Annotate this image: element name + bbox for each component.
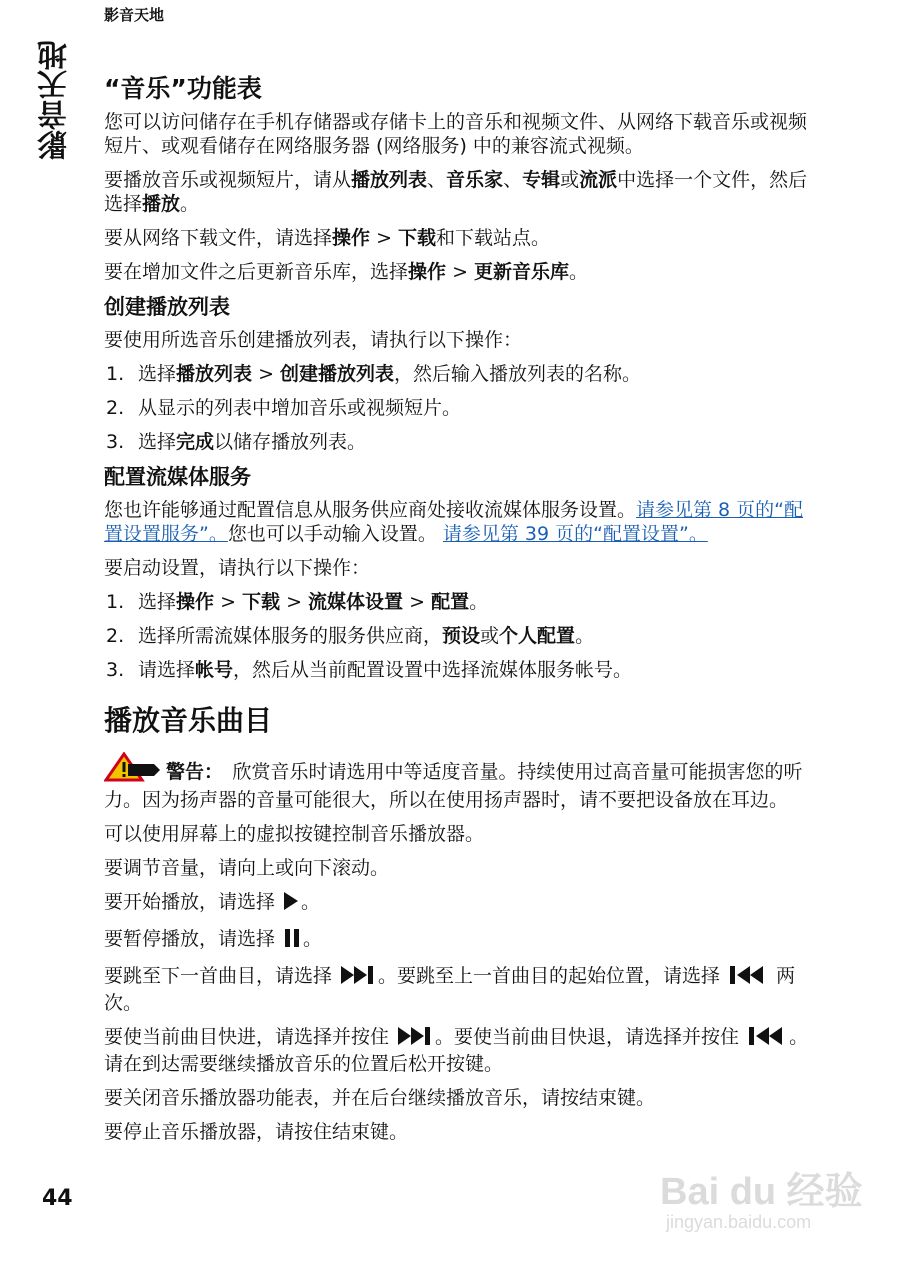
paragraph: 要开始播放，请选择 。: [104, 890, 809, 917]
paragraph: 要从网络下载文件，请选择操作 > 下载和下载站点。: [104, 227, 551, 249]
list-item: 1. 选择操作 > 下载 > 流媒体设置 > 配置。: [106, 591, 489, 613]
steps-list: [104, 362, 809, 454]
subsection-title-streaming: 配置流媒体服务: [104, 465, 251, 489]
play-icon: [283, 891, 299, 917]
link-config-settings[interactable]: 请参见第 39 页的“配置设置”。: [442, 523, 708, 545]
paragraph: 要在增加文件之后更新音乐库，选择操作 > 更新音乐库。: [104, 261, 589, 283]
next-track-icon: [340, 965, 376, 991]
list-item: 2. 选择所需流媒体服务的服务供应商，预设或个人配置。: [106, 625, 595, 647]
side-section-tab: 影音天地: [38, 40, 73, 160]
paragraph: 您可以访问储存在手机存储器或存储卡上的音乐和视频文件、从网络下载音乐或视频短片、或观看储存在网络服务器 (网络服务) 中的兼容流式视频。: [104, 111, 808, 157]
paragraph: 要使用所选音乐创建播放列表，请执行以下操作：: [104, 329, 523, 351]
next-track-icon: [397, 1026, 433, 1052]
running-header: 影音天地: [104, 6, 165, 24]
paragraph: 要使当前曲目快进，请选择并按住 。要使当前曲目快退，请选择并按住 。请在到达需要继续播放音乐的位置后松开按键。: [104, 1026, 809, 1075]
page-content: [104, 72, 809, 1154]
list-item: 1. 选择播放列表 > 创建播放列表，然后输入播放列表的名称。: [106, 363, 642, 385]
baidu-watermark: [660, 1150, 880, 1250]
paragraph: 可以使用屏幕上的虚拟按键控制音乐播放器。: [104, 823, 485, 845]
paragraph: 要暂停播放，请选择 。: [104, 927, 809, 954]
paragraph: 您也许能够通过配置信息从服务供应商处接收流媒体服务设置。请参见第 8 页的“配置设置服务”。您也可以手动输入设置。 请参见第 39 页的“配置设置”。: [104, 499, 804, 545]
warning-icon: [104, 752, 162, 788]
warning-paragraph: 警告： 欣赏音乐时请选用中等适度音量。持续使用过高音量可能损害您的听力。因为扬声器的音量可能很大，所以在使用扬声器时，请不要把设备放在耳边。: [104, 752, 809, 812]
subsection-title-create-playlist: 创建播放列表: [104, 295, 230, 319]
list-item: 2. 从显示的列表中增加音乐或视频短片。: [106, 397, 462, 419]
paragraph: 要播放音乐或视频短片，请从播放列表、音乐家、专辑或流派中选择一个文件，然后选择播放。: [104, 169, 808, 215]
paragraph: 要停止音乐播放器，请按住结束键。: [104, 1121, 409, 1143]
paragraph: 要跳至下一首曲目，请选择 。要跳至上一首曲目的起始位置，请选择 两次。: [104, 965, 796, 1014]
steps-list: [104, 590, 809, 682]
paragraph: 要调节音量，请向上或向下滚动。: [104, 857, 390, 879]
paragraph: 要启动设置，请执行以下操作：: [104, 557, 371, 579]
link-config-settings-service[interactable]: 请参见第 8 页的“配置设置服务”。: [104, 499, 804, 545]
section-title-music-menu: “音乐”功能表: [104, 74, 262, 103]
watermark-logo-text: Bai du 经验: [660, 1171, 863, 1213]
previous-track-icon: [747, 1026, 787, 1052]
pause-icon: [283, 928, 301, 954]
paragraph: 要关闭音乐播放器功能表，并在后台继续播放音乐，请按结束键。: [104, 1087, 656, 1109]
list-item: 3. 请选择帐号，然后从当前配置设置中选择流媒体服务帐号。: [106, 659, 633, 681]
section-title-play-tracks: 播放音乐曲目: [104, 704, 273, 737]
page-number: 44: [42, 1186, 73, 1211]
watermark-url: jingyan.baidu.com: [666, 1212, 812, 1232]
list-item: 3. 选择完成以储存播放列表。: [106, 431, 367, 453]
previous-track-icon: [728, 965, 768, 991]
